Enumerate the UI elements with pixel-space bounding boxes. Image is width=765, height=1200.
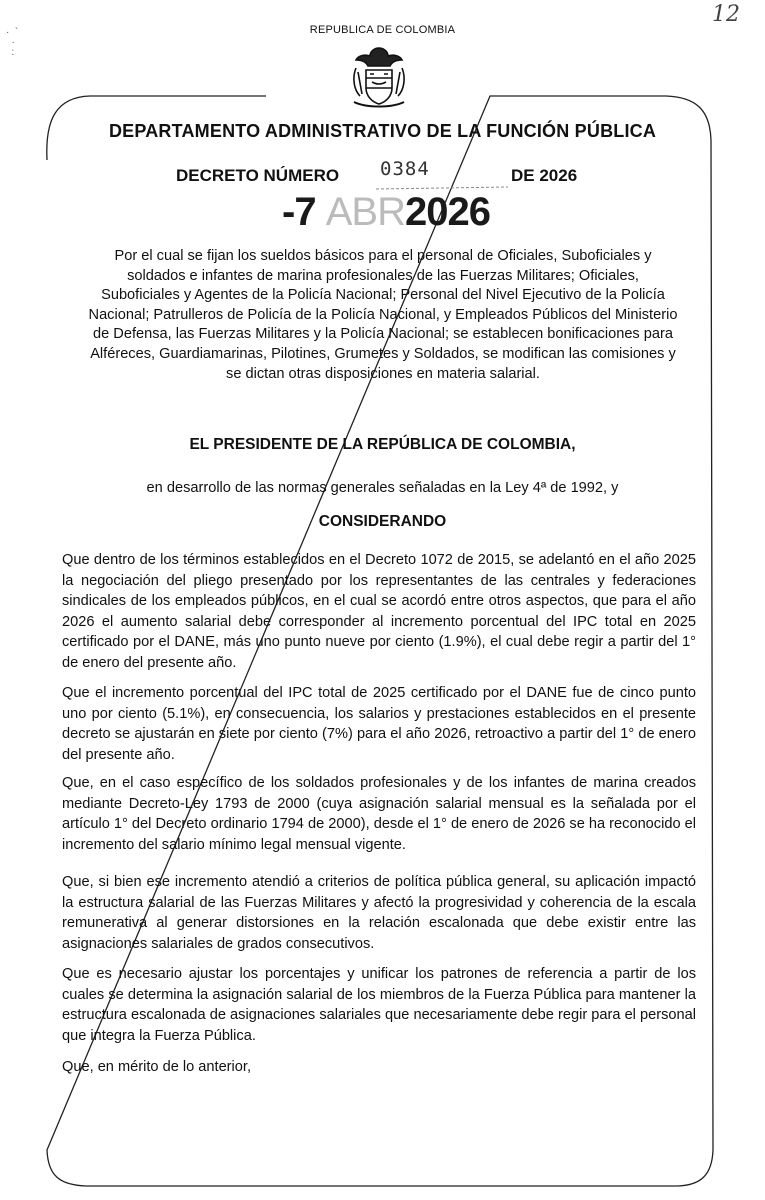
considerando-paragraph: Que, en el caso específico de los soldados profesionales y de los infantes de marina creados mediante Decreto-Ley 1793 de 2000 (cuya asignación salarial mensual es la señalada por el artículo 1° del Decreto ordinario 1794 de 2000), desde el 1° de enero de 2026 se ha reconocido el incremento del salario mínimo legal mensual vigente. xyxy=(62,775,696,853)
date-stamp-day: -7 xyxy=(282,190,316,234)
decree-number: 0384 xyxy=(380,158,430,180)
decree-label: DECRETO NÚMERO xyxy=(176,166,340,185)
president-heading: EL PRESIDENTE DE LA REPÚBLICA DE COLOMBIA, xyxy=(189,436,576,453)
considerando-paragraph: Que es necesario ajustar los porcentajes y unificar los patrones de referencia a partir de los cuales se determina la asignación salarial de los miembros de la Fuerza Pública para mantener la estructura escalonada de asignaciones salariales que necesariamente debe regir para el personal que integra la Fuerza Pública. xyxy=(62,966,696,1044)
date-stamp-year: 2026 xyxy=(404,190,490,234)
republica-heading: REPUBLICA DE COLOMBIA xyxy=(309,24,456,36)
considerando-paragraph: Que, en mérito de lo anterior, xyxy=(62,1059,252,1075)
considerando-paragraph: Que el incremento porcentual del IPC total de 2025 certificado por el DANE fue de cinco punto uno por ciento (5.1%), en consecuencia, los salarios y prestaciones establecidos en el presente decreto se ajustarán en siete por ciento (7%) para el año 2026, retroactivo a partir del 1° de enero del presente año. xyxy=(62,685,696,763)
handwritten-folio-number: 12 xyxy=(712,2,740,27)
legal-basis-line: en desarrollo de las normas generales señaladas en la Ley 4ª de 1992, y xyxy=(146,480,619,496)
decree-year: DE 2026 xyxy=(511,166,578,185)
department-title: DEPARTAMENTO ADMINISTRATIVO DE LA FUNCIÓN PÚBLICA xyxy=(108,121,657,141)
considerando-paragraph: Que, si bien ese incremento atendió a criterios de política pública general, su aplicación impactó la estructura salarial de las Fuerzas Militares y afectó la progresividad y coherencia de la escala remunerativa al generar distorsiones en la relación escalonada que debe existir entre las asignaciones salariales de grados consecutivos. xyxy=(62,874,696,952)
considerando-heading: CONSIDERANDO xyxy=(318,513,447,530)
date-stamp-month: ABR xyxy=(325,190,405,234)
considerando-paragraph: Que dentro de los términos establecidos en el Decreto 1072 de 2015, se adelantó en el año 2025 la negociación del pliego presentado por los representantes de las centrales y federaciones sindicales de los empleados públicos, en el cual se acordó entre otros aspectos, que para el año 2026 el aumento salarial debe corresponder al incremento porcentual del IPC total en 2025 certificado por el DANE, más uno punto nueve por ciento (1.9%), el cual debe regir a partir del 1° de enero del presente año. xyxy=(62,552,696,671)
date-stamp xyxy=(282,190,490,235)
scan-specks: · ` · : xyxy=(6,27,19,58)
decree-summary: Por el cual se fijan los sueldos básicos para el personal de Oficiales, Suboficiales y soldados e infantes de marina profesionales de las Fuerzas Militares; Oficiales, Suboficiales y Agentes de la Policía Nacional; Personal del Nivel Ejecutivo de la Policía Nacional; Patrulleros de Policía de la Policía Nacional, y Empleados Públicos del Ministerio de Defensa, las Fuerzas Militares y la Policía Nacional; se establecen bonificaciones para Alféreces, Guardiamarinas, Pilotines, Grumetes y Soldados, se modifican las comisiones y se dictan otras disposiciones en materia salarial. xyxy=(88,248,678,382)
